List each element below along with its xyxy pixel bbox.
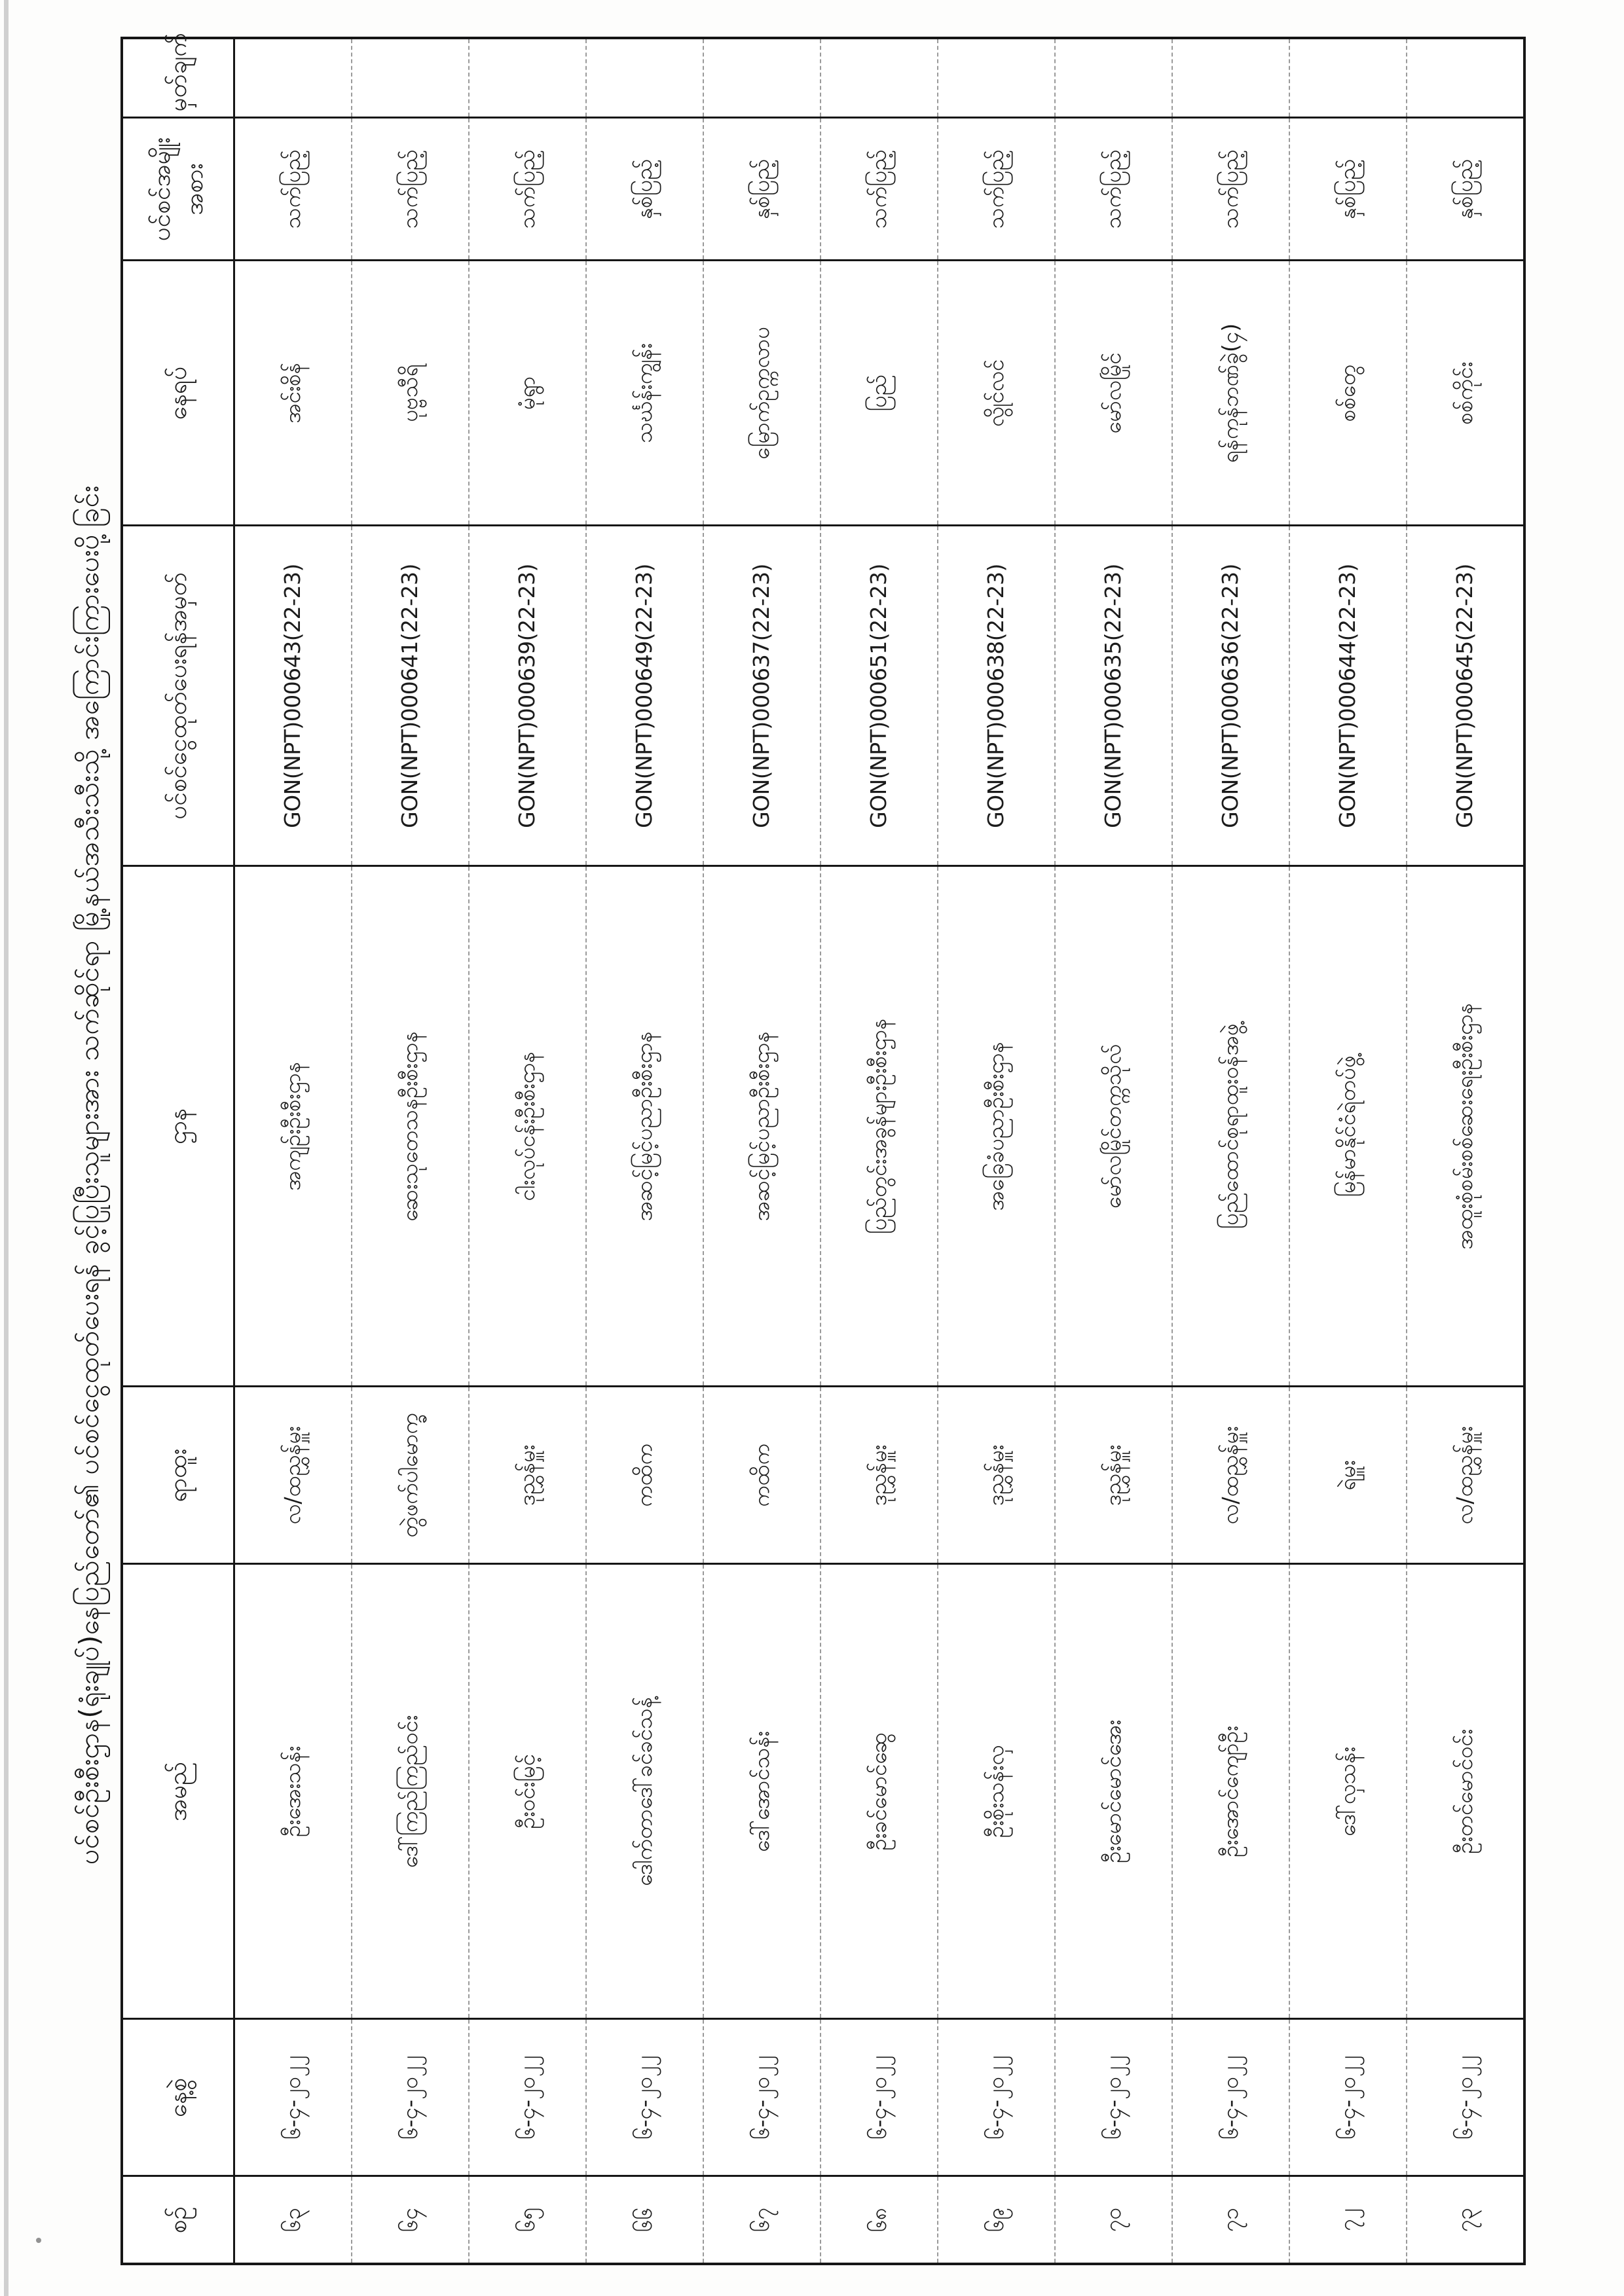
header-serial: စဉ်	[122, 2176, 234, 2264]
cell-pension-type: နှစ်ပြည့်	[703, 118, 821, 261]
cell-pension-no: GON(NPT)000638(22-23)	[938, 526, 1055, 866]
header-position: ရာထူး	[122, 1387, 234, 1564]
cell-serial: ၇၃	[1407, 2176, 1524, 2264]
cell-position: ဒုညွှန်မှူး	[469, 1387, 586, 1564]
cell-remark	[1407, 38, 1524, 118]
cell-date: ၆-၄-၂၀၂၂	[1289, 2019, 1407, 2176]
table-row	[938, 38, 1055, 2264]
cell-address: ပုဗ္ဗသီရိ	[352, 261, 469, 526]
cell-pension-type: သက်ပြည့်	[469, 118, 586, 261]
cell-serial: ၇၀	[1055, 2176, 1172, 2264]
cell-position: ဒုညွှန်မှူး	[821, 1387, 938, 1564]
table-row	[821, 38, 938, 2264]
cell-pension-type: သက်ပြည့်	[1172, 118, 1289, 261]
cell-pension-type: နှစ်ပြည့်	[1407, 118, 1524, 261]
cell-pension-no: GON(NPT)000643(22-23)	[234, 526, 352, 866]
pension-table	[120, 33, 1526, 2265]
cell-position: လ/ထညွှန်မှူး	[1172, 1387, 1289, 1564]
cell-date: ၆-၄-၂၀၂၂	[1055, 2019, 1172, 2176]
cell-pension-no: GON(NPT)000635(22-23)	[1055, 526, 1172, 866]
rotated-sheet	[58, 31, 1505, 2265]
cell-date: ၆-၄-၂၀၂၂	[703, 2019, 821, 2176]
cell-position: လ/ထညွှန်မှူး	[234, 1387, 352, 1564]
cell-pension-type: နှစ်ပြည့်	[586, 118, 703, 261]
cell-serial: ၆၇	[703, 2176, 821, 2264]
cell-name: ဦးတင်မောင်ဝင်း	[1407, 1564, 1524, 2019]
cell-position: ဒုညွှန်မှူး	[1055, 1387, 1172, 1564]
cell-remark	[586, 38, 703, 118]
cell-position: တွဲဖက်ပါမောက္ခ	[352, 1387, 469, 1564]
header-date: နေ့စွဲ	[122, 2019, 234, 2176]
cell-pension-no: GON(NPT)000651(22-23)	[821, 526, 938, 866]
cell-department: ငါးလုပ်ငန်းဦးစီးဌာန	[469, 866, 586, 1387]
cell-address: သင်္ဃန်းကျွန်း	[586, 261, 703, 526]
table-row	[234, 38, 352, 2264]
table-row	[1172, 38, 1289, 2264]
cell-name: ဦးအောင်ကျော်ဦး	[1172, 1564, 1289, 2019]
header-pension-no: ပင်စင်ငွေထုတ်ပေးရန်အမှတ်	[122, 526, 234, 866]
table-row	[352, 38, 469, 2264]
cell-remark	[352, 38, 469, 118]
cell-address: စစ်တွေ	[1289, 261, 1407, 526]
cell-position: ကထိက	[703, 1387, 821, 1564]
cell-pension-type: သက်ပြည့်	[1055, 118, 1172, 261]
cell-department: အထူးစုံစမ်းစစ်ဆေးရေးဦးစီးဌာန	[1407, 866, 1524, 1387]
cell-pension-type: သက်ပြည့်	[352, 118, 469, 261]
scan-speck	[36, 2238, 41, 2243]
cell-address: ရန်ကုန်ဘဏ်ခွဲ(၄)	[1172, 261, 1289, 526]
cell-serial: ၇၁	[1172, 2176, 1289, 2264]
cell-serial: ၆၈	[821, 2176, 938, 2264]
header-remark: မှတ်ချက်	[122, 38, 234, 118]
cell-name: ဒေါ်ကြည်ကြည်ဝင်း	[352, 1564, 469, 2019]
table-row	[703, 38, 821, 2264]
cell-date: ၆-၄-၂၀၂၂	[1407, 2019, 1524, 2176]
cell-pension-no: GON(NPT)000645(22-23)	[1407, 526, 1524, 866]
cell-remark	[938, 38, 1055, 118]
cell-department: အခြေခံပညာဦးစီးဌာန	[938, 866, 1055, 1387]
cell-department: အဆင့်မြင့်ပညာဦးစီးဌာန	[586, 866, 703, 1387]
cell-name: ဦးဝင်းမြင့်	[469, 1564, 586, 2019]
cell-position: ရဲမှူး	[1289, 1387, 1407, 1564]
cell-address: လွိုင်လင်	[938, 261, 1055, 526]
cell-address: အင်းစိန်	[234, 261, 352, 526]
cell-date: ၆-၄-၂၀၂၂	[586, 2019, 703, 2176]
cell-serial: ၆၅	[469, 2176, 586, 2264]
header-row	[122, 38, 234, 2264]
cell-date: ၆-၄-၂၀၂၂	[469, 2019, 586, 2176]
document-title: ပင်စင်ဦးစီးဌာန(ရုံးချုပ်)နေပြည်တော်၏ ပင်စင်ငွေထုတ်ပေးရန် ခွင့်ပြုပြီးသူများအား သက်ဆိုင်ရာ မြို့နယ်အသီးသီးသို့ အကြောင်းကြားပေးပို့ခြင်း	[73, 485, 105, 1865]
table-body	[234, 38, 1525, 2264]
cell-department: မြန်မာနိုင်ငံရဲတပ်ဖွဲ့	[1289, 866, 1407, 1387]
cell-remark	[1289, 38, 1407, 118]
cell-pension-type: သက်ပြည့်	[234, 118, 352, 261]
cell-pension-type: နှစ်ပြည့်	[1289, 118, 1407, 261]
header-department: ဌာန	[122, 866, 234, 1387]
cell-name: ဒေါ်လှသန်း	[1289, 1564, 1407, 2019]
table-row	[1407, 38, 1524, 2264]
cell-position: ဒုညွှန်မှူး	[938, 1387, 1055, 1564]
cell-pension-type: သက်ပြည့်	[821, 118, 938, 261]
cell-name: ဒေါက်တာဒေါ်ခင်ခင်သန့်	[586, 1564, 703, 2019]
cell-pension-type: သက်ပြည့်	[938, 118, 1055, 261]
cell-remark	[703, 38, 821, 118]
cell-name: ဦးခင်မောင်ဆွေ	[821, 1564, 938, 2019]
cell-department: ပြည်တွင်းအခွန်များဦးစီးဌာန	[821, 866, 938, 1387]
table-row	[1055, 38, 1172, 2264]
table-row	[1289, 38, 1407, 2264]
cell-date: ၆-၄-၂၀၂၂	[1172, 2019, 1289, 2176]
cell-pension-no: GON(NPT)000639(22-23)	[469, 526, 586, 866]
header-name: အမည်	[122, 1564, 234, 2019]
cell-address: မုံရွာ	[469, 261, 586, 526]
cell-remark	[469, 38, 586, 118]
cell-serial: ၆၉	[938, 2176, 1055, 2264]
cell-address: မော်လမြိုင်	[1055, 261, 1172, 526]
table-row	[586, 38, 703, 2264]
cell-serial: ၆၆	[586, 2176, 703, 2264]
cell-date: ၆-၄-၂၀၂၂	[352, 2019, 469, 2176]
cell-name: ဒေါ်အောင်သန်း	[703, 1564, 821, 2019]
cell-department: ပြည်ထောင်စုရာထူးဝန်အဖွဲ့	[1172, 866, 1289, 1387]
cell-date: ၆-၄-၂၀၂၂	[234, 2019, 352, 2176]
scan-edge-artifact	[4, 0, 9, 2296]
cell-pension-no: GON(NPT)000641(22-23)	[352, 526, 469, 866]
cell-department: အကျဉ်းဦးစီးဌာန	[234, 866, 352, 1387]
cell-pension-no: GON(NPT)000644(22-23)	[1289, 526, 1407, 866]
cell-address: မြောက်ဥက္ကလာပ	[703, 261, 821, 526]
cell-position: လ/ထညွှန်မှူး	[1407, 1387, 1524, 1564]
cell-remark	[1172, 38, 1289, 118]
cell-remark	[1055, 38, 1172, 118]
cell-date: ၆-၄-၂၀၂၂	[938, 2019, 1055, 2176]
cell-name: ဦးအေးသန်း	[234, 1564, 352, 2019]
cell-name: ဦးစိုးသန်းလှ	[938, 1564, 1055, 2019]
header-address: နေရပ်	[122, 261, 234, 526]
cell-serial: ၆၄	[352, 2176, 469, 2264]
cell-pension-no: GON(NPT)000636(22-23)	[1172, 526, 1289, 866]
cell-remark	[821, 38, 938, 118]
cell-serial: ၇၂	[1289, 2176, 1407, 2264]
cell-remark	[234, 38, 352, 118]
cell-serial: ၆၃	[234, 2176, 352, 2264]
cell-department: အဆင့်မြင့်ပညာဦးစီးဌာန	[703, 866, 821, 1387]
cell-address: စစ်ကိုင်း	[1407, 261, 1524, 526]
cell-name: ဦးမောင်မောင်အေး	[1055, 1564, 1172, 2019]
cell-address: ပြည်	[821, 261, 938, 526]
cell-pension-no: GON(NPT)000637(22-23)	[703, 526, 821, 866]
cell-department: ဆေးသုတေသနဦးစီးဌာန	[352, 866, 469, 1387]
cell-date: ၆-၄-၂၀၂၂	[821, 2019, 938, 2176]
header-pension-type: ပင်စင်အမျိုးအစား	[122, 118, 234, 261]
table-row	[469, 38, 586, 2264]
cell-pension-no: GON(NPT)000649(22-23)	[586, 526, 703, 866]
cell-department: မော်လမြိုင်တက္ကသိုလ်	[1055, 866, 1172, 1387]
cell-position: ကထိက	[586, 1387, 703, 1564]
